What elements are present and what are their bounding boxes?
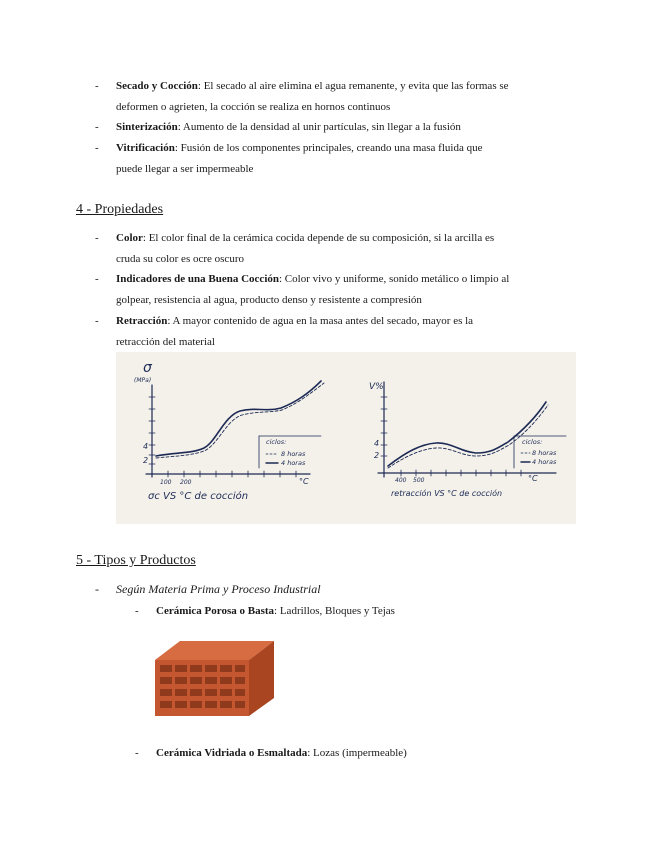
bullet-dash: - <box>95 582 99 596</box>
left-legend-title: ciclos: <box>266 438 287 446</box>
definition-cont: deformen o agrieten, la cocción se realiza en hornos continuos <box>116 101 391 113</box>
bullet-dash: - <box>135 747 139 759</box>
right-legend-title: ciclos: <box>522 438 543 446</box>
left-y-unit: (MPa) <box>134 377 152 384</box>
sub-heading: Según Materia Prima y Proceso Industrial <box>116 582 321 596</box>
right-x-tick: 400 <box>395 477 407 484</box>
term: Secado y Cocción <box>116 80 198 92</box>
bullet-dash: - <box>95 315 99 327</box>
definition: : Aumento de la densidad al unir partículas, sin llegar a la fusión <box>177 121 461 133</box>
right-x-unit: °C <box>528 474 538 483</box>
right-y-symbol: V% <box>369 382 384 392</box>
right-y-tick: 4 <box>374 439 380 448</box>
definition: : Lozas (impermeable) <box>307 747 407 759</box>
left-caption: σc VS °C de cocción <box>148 491 249 502</box>
term: Indicadores de una Buena Cocción <box>116 273 279 285</box>
right-y-tick: 2 <box>374 451 380 460</box>
left-y-symbol: σ <box>143 360 152 376</box>
left-x-tick: 100 <box>160 479 172 486</box>
left-y-tick: 2 <box>143 456 149 465</box>
definition-cont: golpear, resistencia al agua, producto denso y resistente a compresión <box>116 294 422 306</box>
brick-image <box>152 638 277 718</box>
definition-cont: retracción del material <box>116 336 215 348</box>
definition-cont: puede llegar a ser impermeable <box>116 163 254 175</box>
left-y-tick: 4 <box>143 442 149 451</box>
bullet-dash: - <box>95 142 99 154</box>
term: Cerámica Porosa o Basta <box>156 605 275 617</box>
bullet-dash: - <box>95 80 99 92</box>
term: Color <box>116 232 143 244</box>
right-x-tick: 500 <box>413 477 425 484</box>
right-caption: retracción VS °C de cocción <box>391 489 503 498</box>
definition-cont: cruda su color es ocre oscuro <box>116 253 244 265</box>
left-x-tick: 200 <box>180 479 192 486</box>
left-x-unit: °C <box>299 477 309 486</box>
definition: : Ladrillos, Bloques y Tejas <box>274 605 395 617</box>
left-legend-item: 4 horas <box>281 459 306 467</box>
definition: : A mayor contenido de agua en la masa antes del secado, mayor es la <box>167 315 474 327</box>
right-legend-item: 4 horas <box>532 458 557 466</box>
section-heading-propiedades: 4 - Propiedades <box>76 202 164 217</box>
bullet-dash: - <box>95 121 99 133</box>
term: Vitrificación <box>116 142 175 154</box>
bullet-dash: - <box>95 232 99 244</box>
handdrawn-graphs-figure <box>116 352 576 524</box>
definition: : Color vivo y uniforme, sonido metálico o limpio al <box>279 273 510 285</box>
term: Sinterización <box>116 121 178 133</box>
section-heading-tipos: 5 - Tipos y Productos <box>76 553 196 568</box>
definition: : El secado al aire elimina el agua remanente, y evita que las formas se <box>197 80 509 92</box>
bullet-dash: - <box>135 605 139 617</box>
bullet-dash: - <box>95 273 99 285</box>
term: Retracción <box>116 315 168 327</box>
right-legend-item: 8 horas <box>532 449 557 457</box>
definition: : Fusión de los componentes principales, creando una masa fluida que <box>174 142 483 154</box>
definition: : El color final de la cerámica cocida depende de su composición, si la arcilla es <box>142 232 495 244</box>
left-legend-item: 8 horas <box>281 450 306 458</box>
term: Cerámica Vidriada o Esmaltada <box>156 747 308 759</box>
